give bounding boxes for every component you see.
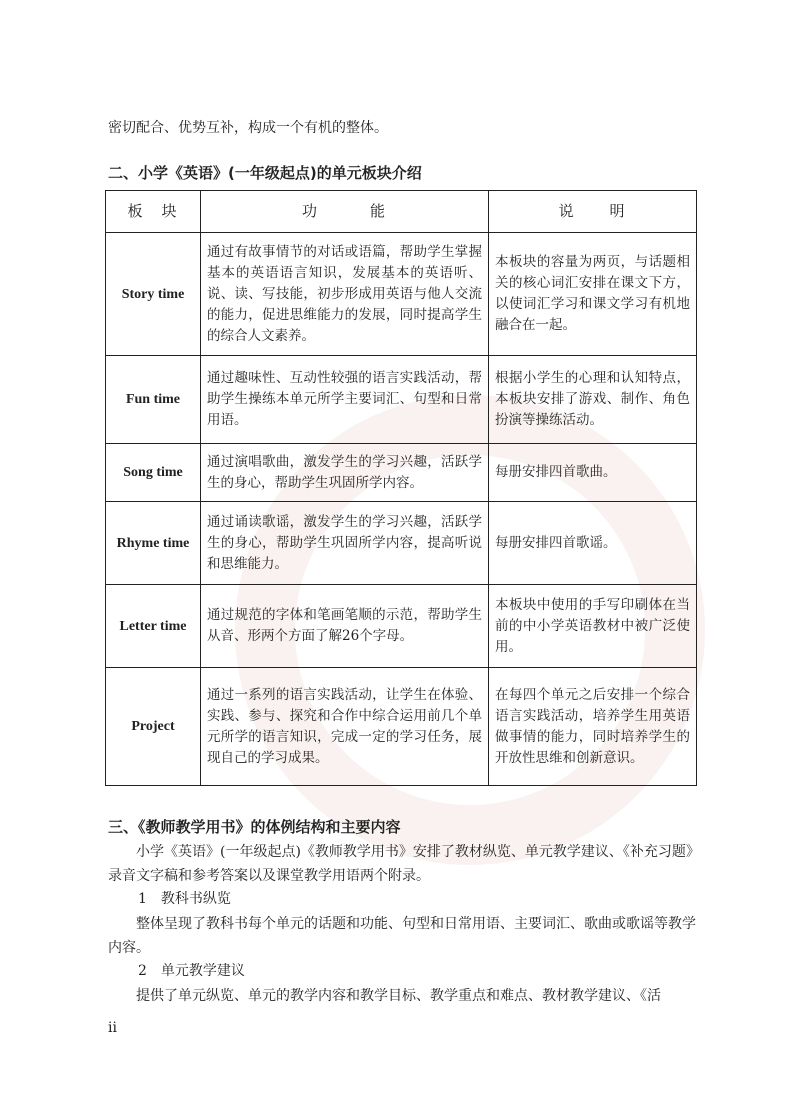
row-name: Project: [106, 668, 201, 786]
unit-sections-table: [105, 190, 697, 786]
section-3-intro: 小学《英语》(一年级起点)《教师教学用书》安排了教材纵览、单元教学建议、《补充习题》录音文字稿和参考答案以及课堂教学用语两个附录。: [108, 844, 700, 884]
table-row: [106, 668, 697, 786]
row-function: 通过规范的字体和笔画笔顺的示范，帮助学生从音、形两个方面了解26个字母。: [201, 585, 489, 668]
row-name: Rhyme time: [106, 502, 201, 585]
subsection-1-text: 整体呈现了教科书每个单元的话题和功能、句型和日常用语、主要词汇、歌曲或歌谣等教学内容。: [108, 916, 696, 956]
row-name: Letter time: [106, 585, 201, 668]
table-header-row: [106, 191, 697, 233]
row-note: 每册安排四首歌谣。: [489, 502, 697, 585]
row-note: 本板块的容量为两页，与话题相关的核心词汇安排在课文下方，以使词汇学习和课文学习有机地融合在一起。: [489, 233, 697, 356]
row-name: Story time: [106, 233, 201, 356]
continuation-paragraph: 密切配合、优势互补，构成一个有机的整体。: [108, 120, 388, 136]
row-name: Fun time: [106, 356, 201, 444]
subsection-2-text: 提供了单元纵览、单元的教学内容和教学目标、教学重点和难点、教材教学建议、《活: [136, 988, 661, 1004]
table-row: [106, 585, 697, 668]
section-2-heading: 二、小学《英语》(一年级起点)的单元板块介绍: [108, 164, 422, 182]
table-row: [106, 502, 697, 585]
row-name: Song time: [106, 444, 201, 502]
header-function: 功 能: [201, 191, 489, 233]
row-function: 通过趣味性、互动性较强的语言实践活动，帮助学生操练本单元所学主要词汇、句型和日常用语。: [201, 356, 489, 444]
row-note: 本板块中使用的手写印刷体在当前的中小学英语教材中被广泛使用。: [489, 585, 697, 668]
row-function: 通过一系列的语言实践活动，让学生在体验、实践、参与、探究和合作中综合运用前几个单元所学的语言知识，完成一定的学习任务，展现自己的学习成果。: [201, 668, 489, 786]
header-note: 说 明: [489, 191, 697, 233]
row-note: 根据小学生的心理和认知特点，本板块安排了游戏、制作、角色扮演等操练活动。: [489, 356, 697, 444]
row-note: 每册安排四首歌曲。: [489, 444, 697, 502]
header-section: 板 块: [106, 191, 201, 233]
section-3-heading: 三、《教师教学用书》的体例结构和主要内容: [108, 818, 401, 836]
page-number: ii: [108, 1020, 117, 1036]
row-function: 通过演唱歌曲，激发学生的学习兴趣，活跃学生的身心，帮助学生巩固所学内容。: [201, 444, 489, 502]
subsection-2-title: 2 单元教学建议: [138, 963, 245, 979]
table-row: [106, 356, 697, 444]
row-function: 通过诵读歌谣，激发学生的学习兴趣，活跃学生的身心，帮助学生巩固所学内容，提高听说和思维能力。: [201, 502, 489, 585]
table-row: [106, 233, 697, 356]
table-row: [106, 444, 697, 502]
subsection-1-title: 1 教科书纵览: [138, 891, 231, 907]
row-note: 在每四个单元之后安排一个综合语言实践活动，培养学生用英语做事情的能力，同时培养学生的开放性思维和创新意识。: [489, 668, 697, 786]
row-function: 通过有故事情节的对话或语篇，帮助学生掌握基本的英语语言知识，发展基本的英语听、说、读、写技能，初步形成用英语与他人交流的能力，促进思维能力的发展，同时提高学生的综合人文素养。: [201, 233, 489, 356]
